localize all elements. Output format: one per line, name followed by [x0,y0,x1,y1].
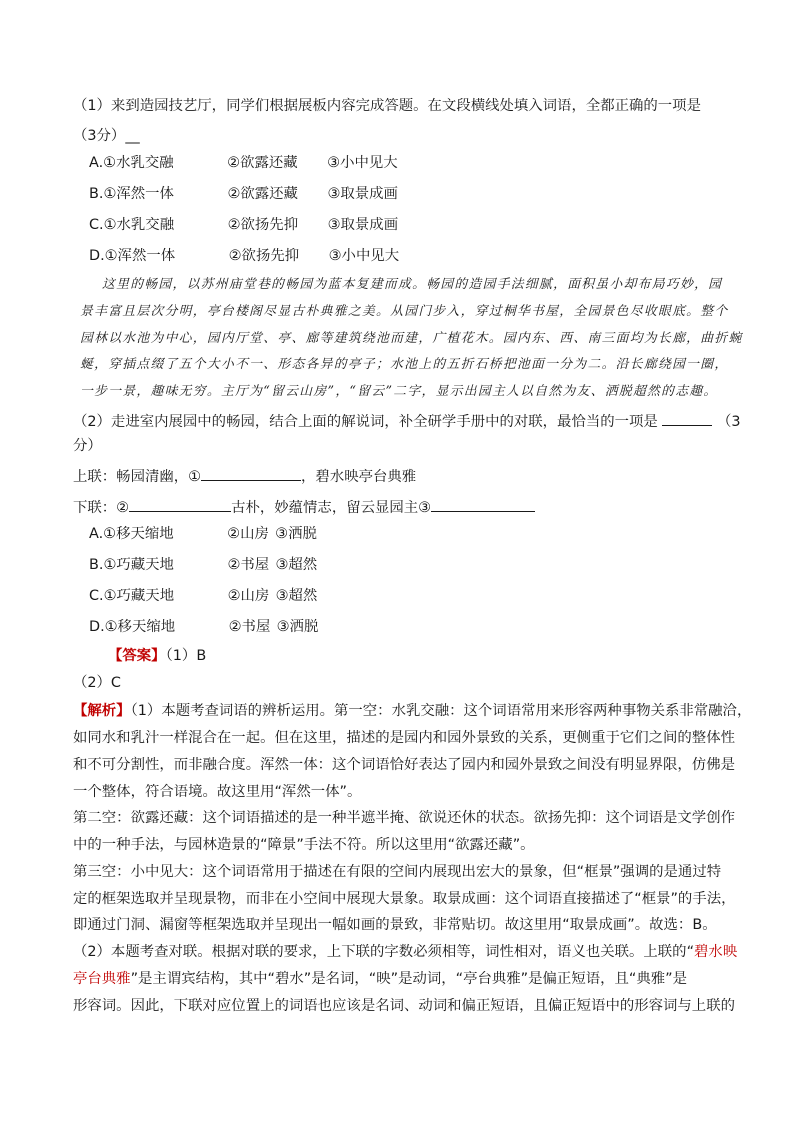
q2-option-a: A.①移天缩地 ②山房 ③洒脱 [89,526,317,542]
answer-tag: 【答案】 [108,648,166,664]
couplet-blank-3 [431,496,535,512]
q2-option-c: C.①巧藏天地 ②山房 ③超然 [89,588,318,604]
couplet-upper: 上联：畅园清幽，① ，碧水映亭台典雅 [73,465,733,487]
passage-line: 蜒，穿插点缀了五个大小不一、形态各异的亭子；水池上的五折石桥把池面一分为二。沿长廊绕园一圈， [80,357,729,372]
q1-option-b: B.①浑然一体 ②欲露还藏 ③取景成画 [89,186,398,202]
analysis-line: 和不可分割性，而非融合度。浑然一体：这个词语恰好表达了园内和园外景致之间没有明显界限，仿佛是 [73,757,735,773]
analysis-line: 即通过门洞、漏窗等框架选取并呈现出一幅如画的景致，非常贴切。故这里用“取景成画”。故选：B。 [73,917,717,933]
couplet-lower: 下联：② 古朴，妙蕴情志，留云显园主③ [73,496,733,518]
analysis-line: 一个整体，符合语境。故这里用“浑然一体”。 [73,784,362,800]
q2-option-b: B.①巧藏天地 ②书屋 ③超然 [89,557,318,573]
passage-line: 一步一景，趣味无穷。主厅为“留云山房”，“留云”二字，显示出园主人以自然为友、洒脱超然的志趣。 [80,384,718,399]
analysis-line: （2）本题考查对联。根据对联的要求，上下联的字数必须相等，词性相对，语义也关联。上联的“碧水映 [73,944,738,960]
q1-option-a: A.①水乳交融 ②欲露还藏 ③小中见大 [89,155,398,171]
passage-line: 这里的畅园，以苏州庙堂巷的畅园为蓝本复建而成。畅园的造园手法细腻，面积虽小却布局巧妙，园 [102,277,723,292]
q2-stem-line1: （2）走进室内展园中的畅园，结合上面的解说词，补全研学手册中的对联，最恰当的一项是 （3 [73,410,733,432]
analysis-line: 亭台典雅”是主谓宾结构，其中“碧水”是名词，“映”是动词，“亭台典雅”是偏正短语，且“典雅”是 [73,971,687,987]
analysis-line: 【解析】（1）本题考查词语的辨析运用。第一空：水乳交融：这个词语常用来形容两种事物关系非常融洽， [73,703,752,719]
couplet-blank-1 [201,465,301,481]
analysis-line: 如同水和乳汁一样混合在一起。但在这里，描述的是园内和园外景致的关系，更侧重于它们之间的整体性 [73,730,735,746]
analysis-tag: 【解析】 [73,703,131,719]
q1-stem-line1: （1）来到造园技艺厅，同学们根据展板内容完成答题。在文段横线处填入词语，全都正确的一项是 [73,98,701,114]
q2-option-d: D.①移天缩地 ②书屋 ③洒脱 [89,619,319,635]
answer-line-2: （2）C [73,675,121,691]
passage-line: 景丰富且层次分明，亭台楼阁尽显古朴典雅之美。从园门步入，穿过桐华书屋，全园景色尽收眼底。整个 [80,304,729,319]
q1-stem-line2: （3分）__ [73,128,140,144]
q1-option-c: C.①水乳交融 ②欲扬先抑 ③取景成画 [89,217,399,233]
analysis-line: 定的框架选取并呈现景物，而非在小空间中展现大景象。取景成画：这个词语直接描述了“框景”的手法， [73,891,736,907]
answer-line: 【答案】（1）B [108,648,207,664]
analysis-line: 形容词。因此，下联对应位置上的词语也应该是名词、动词和偏正短语，且偏正短语中的形容词与上联的 [73,998,735,1014]
answer-blank [662,410,712,426]
q2-stem-line2: 分） [73,438,102,454]
analysis-line: 第三空：小中见大：这个词语常用于描述在有限的空间内展现出宏大的景象，但“框景”强调的是通过特 [73,864,722,880]
passage-line: 园林以水池为中心，园内厅堂、亭、廊等建筑绕池而建，广植花木。园内东、西、南三面均为长廊，曲折蜿 [80,331,743,346]
analysis-line: 第二空：欲露还藏：这个词语描述的是一种半遮半掩、欲说还休的状态。欲扬先抑：这个词语是文学创作 [73,810,735,826]
analysis-line: 中的一种手法，与园林造景的“障景”手法不符。所以这里用“欲露还藏”。 [73,837,535,853]
couplet-blank-2 [129,496,231,512]
q1-option-d: D.①浑然一体 ②欲扬先抑 ③小中见大 [89,248,400,264]
